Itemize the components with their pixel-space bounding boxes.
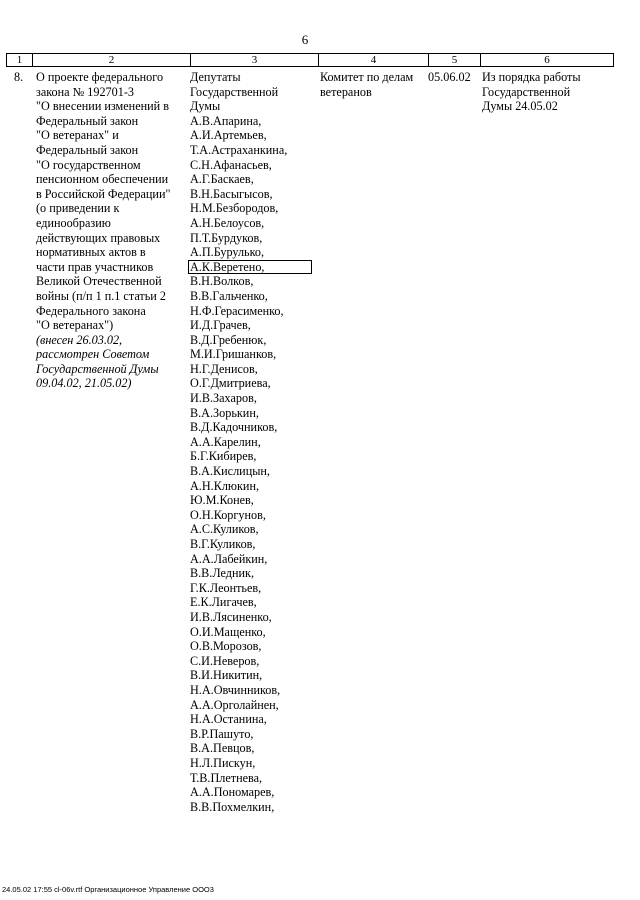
note-line: Из порядка работы (482, 70, 581, 84)
deputy-name: Н.Ф.Герасименко, (190, 303, 284, 318)
deputy-name: Н.А.Останина, (190, 712, 267, 727)
deputy-name: В.В.Ледник, (190, 566, 254, 581)
deputy-name: А.П.Бурулько, (190, 245, 265, 260)
subject-line: единообразию (36, 215, 111, 230)
deputy-name: Г.К.Леонтьев, (190, 580, 262, 595)
header-col-2: 2 (33, 54, 191, 66)
subject-note-line: (внесен 26.03.02, (36, 332, 123, 347)
note-line: Государственной (482, 84, 571, 99)
subject-line: (о приведении к (36, 201, 120, 216)
deputy-name: В.В.Гальченко, (190, 288, 268, 303)
page-number: 6 (301, 32, 309, 47)
subject-line: действующих правовых (36, 230, 161, 245)
date-cell: 05.06.02 (428, 70, 471, 84)
deputy-name: О.В.Морозов, (190, 639, 262, 654)
subject-line: закона № 192701-3 (36, 84, 134, 99)
deputy-name: С.И.Неверов, (190, 653, 260, 668)
deputy-name: В.Д.Кадочников, (190, 420, 278, 435)
subject-line: "О внесении изменений в (36, 99, 169, 114)
footer-text: 24.05.02 17:55 cl-06v.rtf Организационное Управление ООО3 (2, 885, 214, 894)
deputy-name: Б.Г.Кибирев, (190, 449, 257, 464)
subject-line: О проекте федерального (36, 70, 164, 84)
subject-line: в Российской Федерации" (36, 186, 171, 201)
deputy-name: Е.К.Лигачев, (190, 595, 257, 610)
deputy-name: В.В.Похмелкин, (190, 799, 275, 814)
deputy-name: В.И.Никитин, (190, 668, 263, 683)
subject-note-line: рассмотрен Советом (36, 347, 150, 362)
deputy-name: В.А.Кислицын, (190, 464, 270, 479)
subject-line: "О государственном (36, 157, 141, 172)
subject-line: Федеральный закон (36, 113, 139, 128)
deputy-name: Т.А.Астраханкина, (190, 142, 288, 157)
subject-note-line: 09.04.02, 21.05.02) (36, 376, 132, 391)
subject-line: войны (п/п 1 п.1 статьи 2 (36, 288, 166, 303)
subject-line: "О ветеранах" и (36, 128, 119, 143)
deputy-name: Ю.М.Конев, (190, 493, 254, 508)
deputy-name: Т.В.Плетнева, (190, 770, 263, 785)
deputy-name: В.Д.Гребенюк, (190, 332, 267, 347)
subject-line: Федерального закона (36, 303, 146, 318)
table-header-row (6, 53, 614, 67)
deputy-name: А.А.Лабейкин, (190, 551, 268, 566)
deputy-name: Н.Л.Пискун, (190, 755, 256, 770)
deputy-name: В.Н.Басыгысов, (190, 186, 273, 201)
deputy-name: А.А.Карелин, (190, 434, 261, 449)
subject-note-line: Государственной Думы (36, 361, 159, 376)
deputy-name: М.И.Гришанков, (190, 347, 277, 362)
deputy-name: В.А.Певцов, (190, 741, 255, 756)
deputy-name: А.Г.Баскаев, (190, 172, 254, 187)
subject-line: части прав участников (36, 259, 154, 274)
row-number: 8. (14, 70, 24, 84)
deputy-name: А.В.Апарина, (190, 113, 262, 128)
deputy-name: И.В.Лясиненко, (190, 609, 272, 624)
initiators-heading-line: Депутаты (190, 70, 241, 84)
deputy-name: В.Р.Пашуто, (190, 726, 254, 741)
deputy-name: И.В.Захаров, (190, 391, 257, 406)
committee-line: ветеранов (320, 84, 372, 99)
committee-cell (320, 70, 425, 99)
deputy-name: Н.Г.Денисов, (190, 361, 258, 376)
header-col-5: 5 (429, 54, 481, 66)
deputy-name: И.Д.Грачев, (190, 318, 251, 333)
header-col-4: 4 (319, 54, 429, 66)
header-col-1: 1 (7, 54, 33, 66)
deputy-name: А.А.Орголайнен, (190, 697, 279, 712)
subject-line: нормативных актов в (36, 245, 146, 260)
subject-line: пенсионном обеспечении (36, 172, 169, 187)
deputy-name: А.А.Пономарев, (190, 785, 275, 800)
committee-line: Комитет по делам (320, 70, 414, 84)
subject-line: "О ветеранах") (36, 318, 114, 333)
subject-cell (36, 70, 186, 391)
subject-line: Федеральный закон (36, 142, 139, 157)
note-line: Думы 24.05.02 (482, 99, 558, 114)
deputy-name: А.К.Веретено, (188, 260, 312, 275)
initiators-cell (190, 70, 315, 814)
initiators-heading-line: Думы (190, 99, 221, 114)
deputy-name: В.Г.Куликов, (190, 537, 256, 551)
deputy-name: В.Н.Волков, (190, 274, 254, 289)
deputy-name: С.Н.Афанасьев, (190, 157, 272, 172)
deputy-name: Н.М.Безбородов, (190, 201, 279, 216)
deputy-name: О.Н.Коргунов, (190, 507, 266, 522)
deputy-name: Н.А.Овчинников, (190, 682, 281, 697)
deputy-name: В.А.Зорькин, (190, 405, 259, 420)
subject-line: Великой Отечественной (36, 274, 162, 289)
deputy-name: А.И.Артемьев, (190, 128, 267, 143)
deputy-name: А.Н.Клюкин, (190, 478, 260, 493)
header-col-3: 3 (191, 54, 319, 66)
header-col-6: 6 (544, 54, 550, 66)
deputy-name: О.И.Мащенко, (190, 624, 266, 639)
deputy-name: А.С.Куликов, (190, 522, 259, 537)
deputy-name: П.Т.Бурдуков, (190, 230, 263, 245)
initiators-heading-line: Государственной (190, 84, 279, 99)
deputy-name: А.Н.Белоусов, (190, 215, 265, 230)
deputy-name: О.Г.Дмитриева, (190, 376, 271, 391)
note-cell (482, 70, 612, 114)
